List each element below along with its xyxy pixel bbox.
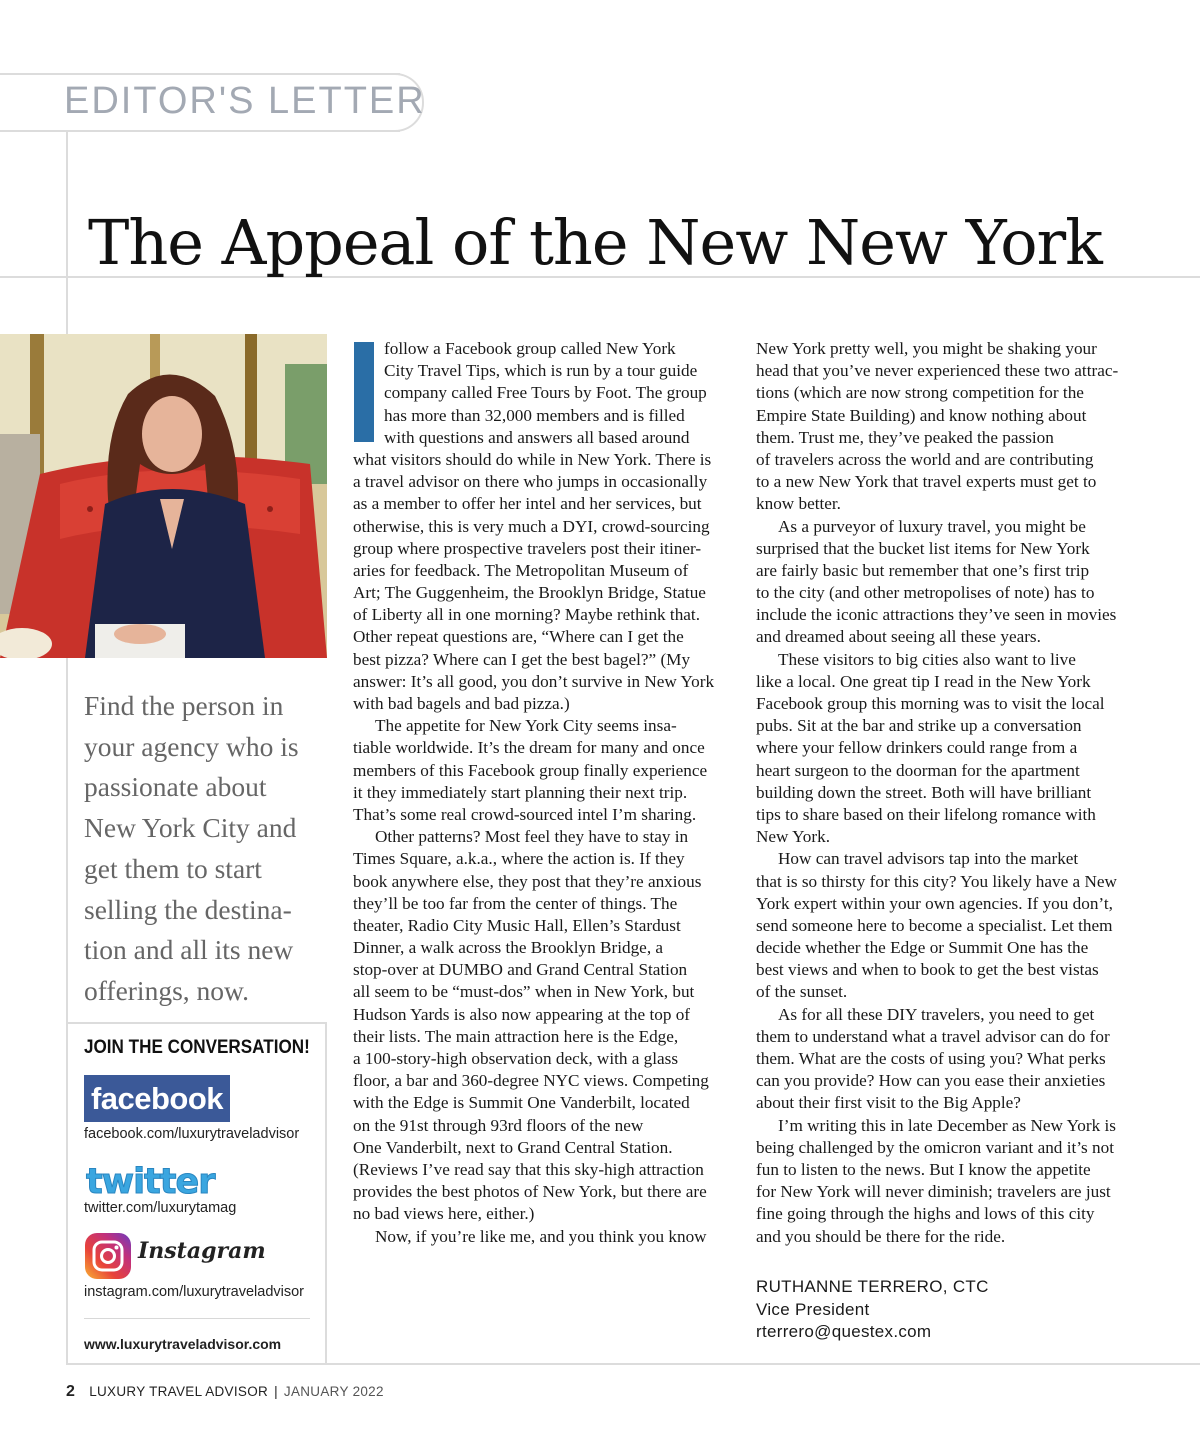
publication-name: LUXURY TRAVEL ADVISOR — [89, 1384, 269, 1399]
article-line: answer: It’s all good, you don’t survive in New York — [353, 671, 715, 691]
article-line: floor, a bar and 360-degree NYC views. Competing — [353, 1071, 709, 1091]
article-line: theater, Radio City Music Hall, Ellen’s Stardust — [353, 915, 681, 935]
pull-quote-line: get them to start — [84, 852, 262, 884]
social-box-divider — [84, 1318, 310, 1319]
instagram-url[interactable]: instagram.com/luxurytraveladvisor — [84, 1284, 304, 1300]
article-line: best views and when to book to get the best vistas — [756, 960, 1099, 980]
article-line: tions (which are now strong competition for the — [756, 383, 1084, 403]
page-number: 2 — [66, 1383, 76, 1400]
article-line: and you should be there for the ride. — [756, 1226, 1006, 1246]
website-url[interactable]: www.luxurytraveladvisor.com — [84, 1336, 282, 1352]
pull-quote-line: tion and all its new — [84, 934, 294, 966]
pull-quote-line: offerings, now. — [84, 974, 249, 1006]
join-conversation-title: JOIN THE CONVERSATION! — [84, 1037, 310, 1058]
article-line: provides the best photos of New York, but there are — [353, 1182, 707, 1202]
article-line: what visitors should do while in New York. There is — [353, 449, 712, 469]
article-line: The appetite for New York City seems insa- — [375, 716, 677, 736]
issue-date: JANUARY 2022 — [283, 1384, 384, 1399]
article-line: to the city (and other metropolises of note) has to — [756, 583, 1095, 603]
article-line: about their first visit to the Big Apple? — [756, 1093, 1021, 1113]
article-line: of travelers across the world and are contributing — [756, 449, 1094, 469]
facebook-logo[interactable]: facebook — [84, 1075, 230, 1122]
article-line: of Liberty all in one morning? Maybe rethink that. — [353, 605, 700, 625]
article-column-1 — [353, 338, 728, 1248]
article-line: book anywhere else, they post that they’re anxious — [353, 871, 702, 891]
pull-quote-line: your agency who is — [84, 730, 299, 762]
article-line: of the sunset. — [756, 982, 848, 1002]
article-line: with bad bagels and bad pizza.) — [353, 694, 570, 713]
pull-quote-line: New York City and — [84, 812, 297, 844]
article-line: As a purveyor of luxury travel, you might be — [778, 516, 1086, 536]
article-line: pubs. Sit at the bar and strike up a conversation — [756, 716, 1082, 736]
article-line: no bad views here, either.) — [353, 1204, 535, 1224]
article-line: for New York will never diminish; travelers are just — [756, 1182, 1111, 1202]
article-line: members of this Facebook group finally experience — [353, 760, 708, 780]
twitter-wordmark: twitter — [86, 1162, 215, 1200]
article-line: York expert within your own agencies. If you don’t, — [756, 893, 1113, 913]
article-line: like a local. One great tip I read in the New York — [756, 671, 1091, 691]
article-line: Facebook group this morning was to visit the local — [756, 694, 1105, 713]
article-line: and dreamed about seeing all these years. — [756, 627, 1041, 647]
article-line: Dinner, a walk across the Brooklyn Bridge, a — [353, 938, 664, 958]
article-line: they’ll be too far from the center of things. The — [353, 893, 678, 913]
article-line: I’m writing this in late December as New York is — [778, 1115, 1116, 1135]
article-line: group where prospective travelers post their itiner- — [353, 538, 702, 558]
pull-quote — [84, 686, 324, 1012]
article-line: them to understand what a travel advisor can do for — [756, 1026, 1110, 1046]
author-photo — [0, 334, 327, 658]
article-column-2 — [756, 338, 1136, 1248]
instagram-icon[interactable] — [84, 1232, 132, 1280]
article-line: (Reviews I’ve read say that this sky-high attraction — [353, 1159, 704, 1179]
header-tab-top-rule — [0, 73, 400, 75]
article-line: surprised that the bucket list items for New York — [756, 538, 1090, 558]
article-line: follow a Facebook group called New York — [384, 339, 676, 358]
footer-separator: | — [274, 1384, 278, 1399]
article-line: include the iconic attractions they’ve seen in movies — [756, 605, 1117, 625]
article-line: building down the street. Both will have brilliant — [756, 782, 1092, 802]
article-line: As for all these DIY travelers, you need to get — [778, 1004, 1095, 1024]
article-line: stop-over at DUMBO and Grand Central Station — [353, 960, 688, 980]
article-line: know better. — [756, 494, 841, 514]
article-line: aries for feedback. The Metropolitan Museum of — [353, 560, 689, 580]
section-label: EDITOR'S LETTER — [64, 80, 426, 122]
article-line: City Travel Tips, which is run by a tour guide — [384, 361, 698, 381]
article-line: Other repeat questions are, “Where can I get the — [353, 627, 684, 647]
twitter-logo[interactable] — [84, 1160, 234, 1205]
article-line: Times Square, a.k.a., where the action is. If they — [353, 849, 685, 869]
article-line: Now, if you’re like me, and you think you know — [375, 1226, 707, 1246]
facebook-url[interactable]: facebook.com/luxurytraveladvisor — [84, 1126, 300, 1142]
article-line: That’s some real crowd-sourced intel I’m sharing. — [353, 804, 697, 824]
article-line: all seem to be “must-dos” when in New York, but — [353, 982, 695, 1002]
article-line: to a new New York that travel experts must get to — [756, 472, 1097, 492]
article-line: These visitors to big cities also want to live — [778, 649, 1076, 669]
article-line: them. What are the costs of using you? What perks — [756, 1049, 1106, 1068]
article-line: where your fellow drinkers could range from a — [756, 738, 1078, 758]
article-line: best pizza? Where can I get the best bagel?” (My — [353, 649, 691, 669]
article-line: that is so thirsty for this city? You likely have a New — [756, 871, 1117, 891]
article-line: has more than 32,000 members and is filled — [384, 405, 685, 425]
article-line: Empire State Building) and know nothing about — [756, 405, 1087, 425]
article-line: fun to listen to the news. But I know the appetite — [756, 1159, 1091, 1179]
article-line: Art; The Guggenheim, the Brooklyn Bridge, Statue — [353, 583, 706, 603]
twitter-url[interactable]: twitter.com/luxurytamag — [84, 1200, 237, 1216]
article-line: otherwise, this is very much a DYI, crowd-sourcing — [353, 516, 710, 536]
article-line: company called Free Tours by Foot. The group — [384, 383, 707, 403]
article-line: tips to share based on their lifelong romance with — [756, 804, 1096, 824]
article-line: with the Edge is Summit One Vanderbilt, located — [353, 1093, 690, 1113]
article-line: their lists. The main attraction here is the Edge, — [353, 1026, 679, 1046]
article-line: Other patterns? Most feel they have to stay in — [375, 827, 689, 847]
article-line: are fairly basic but remember that one’s first trip — [756, 560, 1090, 580]
pull-quote-line: selling the destina- — [84, 893, 292, 925]
article-line: being challenged by the omicron variant and it’s not — [756, 1137, 1114, 1157]
article-line: heart surgeon to the doorman for the apartment — [756, 760, 1080, 780]
article-line: Hudson Yards is also now appearing at the top of — [353, 1004, 691, 1024]
article-line: tiable worldwide. It’s the dream for many and once — [353, 738, 705, 758]
article-line: with questions and answers all based around — [384, 427, 690, 447]
author-name: RUTHANNE TERRERO, CTC — [756, 1277, 989, 1296]
article-line: send someone here to become a specialist. Let them — [756, 915, 1113, 935]
article-line: New York pretty well, you might be shaking your — [756, 339, 1097, 358]
author-title: Vice President — [756, 1299, 870, 1319]
article-line: One Vanderbilt, next to Grand Central Station. — [353, 1137, 673, 1157]
article-line: fine going through the highs and lows of this city — [756, 1204, 1095, 1224]
pull-quote-line: Find the person in — [84, 690, 284, 721]
article-line: it they immediately start planning their next trip. — [353, 782, 688, 802]
article-line: a 100-story-high observation deck, with a glass — [353, 1049, 679, 1068]
instagram-wordmark[interactable]: Instagram — [138, 1238, 266, 1264]
article-line: decide whether the Edge or Summit One has the — [756, 938, 1089, 958]
article-line: a travel advisor on there who jumps in occasionally — [353, 472, 708, 492]
article-line: New York. — [756, 827, 831, 847]
article-line: on the 91st through 93rd floors of the new — [353, 1115, 644, 1135]
article-line: as a member to offer her intel and her services, but — [353, 494, 702, 514]
page-title: The Appeal of the New New York — [88, 206, 1102, 279]
article-line: can you provide? How can you ease their anxieties — [756, 1071, 1106, 1091]
pull-quote-line: passionate about — [84, 771, 267, 803]
article-line: head that you’ve never experienced these two attrac- — [756, 361, 1119, 381]
header-tab-bottom-rule — [0, 130, 400, 132]
article-line: How can travel advisors tap into the market — [778, 849, 1079, 869]
author-email[interactable]: rterrero@questex.com — [756, 1322, 932, 1341]
page-footer — [66, 1383, 384, 1401]
article-line: them. Trust me, they’ve peaked the passion — [756, 427, 1054, 447]
signature — [756, 1276, 989, 1344]
